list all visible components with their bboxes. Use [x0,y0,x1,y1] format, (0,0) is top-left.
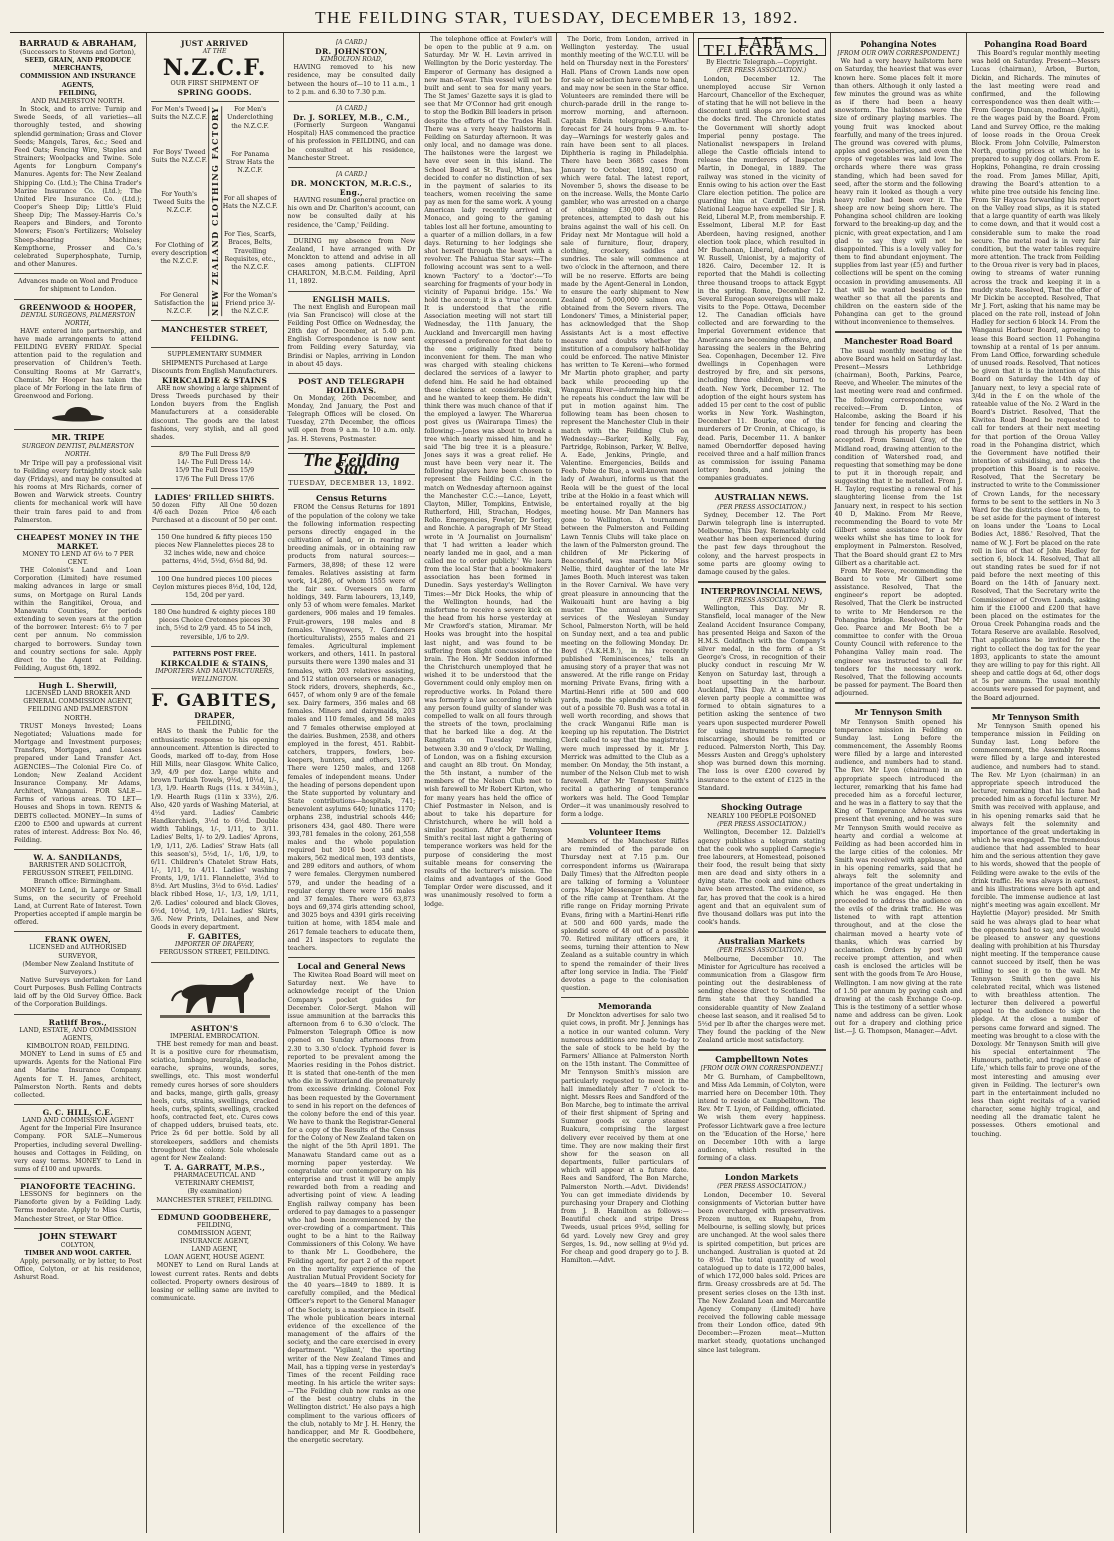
ad-johnston-addr: KIMBOLTON ROAD, [320,56,383,64]
notice-holidays-title: POST AND TELEGRAPH HOLIDAYS. [298,376,405,395]
ad-hill-title: G. C. HILL, C.E. [42,1108,114,1118]
australian-news-heading: AUSTRALIAN NEWS. [714,492,809,503]
notice-mails-body: The next English and European mail (via San Francisco) will close at the Feilding Post Office on Wednesday, the 28th day of December, at 5.40 p.m. English Correspondence is now sent from Feilding every Saturday, via Brindisi or Naples, arriving in London in about 45 days. [287,303,416,368]
ad-nzcf-address: MANCHESTER STREET, FEILDING. [161,325,268,344]
interprovincial-assoc: (PER PRESS ASSOCIATION.) [717,597,807,605]
news-column-5: The Doric, from London, arrived in Wellington yesterday. The usual monthly meeting of the W.C.T.U. will be held on Thursday next in the Foresters' Hall. Plans of Crown Lands now open for sale or selection have come to hand, and may now be seen in the Star office. Volunteers are reminded there will be church-parade drill in the range to-morrow morning, and afternoon. Captain Edwin telegraphs:—Weather forecast for 24 hours from 9 a.m. to-day—Warnings for westerly gales and rain have been sent to all places. Diphtheria is raging in Philadelphia. There have been 3685 cases from January to October, 1892, 1050 of which were fatal. The latest report, November 5, shows the disease to be on the increase. Wells, the Monte Carlo gambler, who was arrested on a charge of obtaining £30,000 by false pretences, attempted to dash out his brains against the wall of his cell. On Friday next Mr Montague will hold a sale of furniture, flour, drapery, clothing, crockery, saddles and sundries. The sale will commence at two o'clock in the afternoon, and there will be no reserve. Efforts are being made by the Agent-General in London, to ensure the early shipment to New Zealand of 5,000,000 salmon ova, obtained from the Severn rivers. The Londoners' Times, a Ministerial paper, has acknowledged that the Shop Assistants Act is a most effective measure and doubts whether the institution of a compulsory half-holiday could be enforced. The native Minister has written to Te Kereni—who formed Mr Martin photo grapher, and party back while proceeding up the Wanganui River—informing him that if he repeats his conduct the law will be put in motion against him. The following team has been chosen to represent the Manchester Club in their match with the Feilding Club on Wednesday:—Barker, Kelly, Fay, Partridge, Robinson, Parker, W. Bellve, A. Eade, Jenkins, Pringle, and Valentine. Emergencies, Beilds and Feeb. Pobe de Rue, a well-known maori lady of Awahuri, informs us that the Reola will be the guest of the local tribe at the Hokio in a feast which will be entertained royally at the big meeting house. Mr Dan Manners has gone to Wellington. A tournament between the Palmerston and Feilding Lawn Tennis Clubs will take place on the lawn of the Palmerston ground. The children of Mr Pickering of Beaconsfield, was married to Miss Nellie, third daughter of the late Mr James Booth. Much interest was taken in the Rover Carnival. We have very great pleasure in announcing that the Waikouaiti hunt are having a big muster. The annual anniversary services of the Wesleyan Sunday School, Palmerston North, will be held on Sunday next, and a tea and public meeting on the following Monday. Dr. Boyd ('A.K.H.B.'), in his recently published 'Reminiscences,' tells an amusing story of a prayer that was not answered. At the rifle range on Friday morning Private Evans, firing with a Martini-Henri rifle at 500 and 600 yards, made the splendid score of 48 out of a possible 70. Bush was a total in well worth recording, and shows that the crack Wanganui Rifle man is keeping up his reputation. The District Clerk called to say that the magistrates were much impressed by it. Mr J. Merrick was admitted to the Club as a member. On Monday, the 5th instant, a number of the Nelson Club met to wish farewell. After Mr Tennyson Smith's recital a gathering of temperance workers was held. The Good Templar Order—it was unanimously resolved to form a lodge. [561,36,689,818]
column-6 [694,33,831,1533]
ad-barraud-line: COMMISSION AND INSURANCE [20,73,136,81]
ad-barraud-line: SEED, GRAIN, AND PRODUCE [24,57,132,65]
local-news-text: The Kiwitea Road Board will meet on Saturday next. We have to acknowledge receipt of the Union Company's pocket guides for December. Color-Sergt. Mahon will issue ammunition at the barracks this afternoon from 6 to 6.30 o'clock. The Palmerston Telegraph Office is now opened on Sunday afternoons from 2.30 to 3.30 o'clock. Typhoid fever is reported to be prevalent among the Maories residing in the Pohos district. It is stated that one-tenth of the men who die in Switzerland die prematurely from excessive drinking. Colonel Fox has been requested by the Government to send in his report on the defences of the colony before the end of this year. We have to thank the Registrar-General for a copy of the Results of the Census for the Colony of New Zealand taken on the night of the 5th April 1891. The Manawatu Standard came out as a morning paper yesterday. We congratulate our contemporary on his enterprise and trust it will be amply rewarded both from a reading and advertising point of view. A leading English railway company has been ordered to pay damages to a passenger who had been inconvenienced by the over-crowding of a compartment. This ought to be a hint to the Railway Commissioners of this Colony. We have to thank Mr L. Goodbehere, the Feilding agent, for part 2 of the report on the mortality experience of the Australian Mutual Provident Society for the 40 years—1849 to 1889. It is carefully compiled, and the Medical Officer's report to the General Manager of the Society, is a masterpiece in itself. The whole publication bears internal evidence of the excellence of the management of the affairs of the society, and the care exercised in every department. 'Vigilant,' the sporting writer of the New Zealand Times and Mail, has a tipping verse in yesterday's Times of the recent Feilding race meeting. In his article the writer says:—'The Feilding club now ranks as one of the best country clubs in the Wellington district.' He also pays a high compliment to the various officers of the club, notably to Mr J. H. Henry, the handicapper, and Mr R. Goodbehere, the energetic secretary. [287,972,416,1445]
ad-goodbehere-line: FEILDING, [196,1221,233,1229]
ad-stewart-line: COLYTON, [60,1241,96,1249]
london-markets-text: London, December 10. Several consignments of Victorian butter have been overcharged with preservatives. Frozen mutton, ex Ruapehu, from Melbourne, is selling slowly, but prices are unchanged. At the wool sales there is spirited competition, but prices are unchanged. Australian is quoted at 2d to 8½d. The total quantity of wool catalogued up to date is 172,000 bales, of which 172,000 bales sold. Prices are firm. Greasy crossbreds are at 5d. The present series closes on the 13th inst. The New Zealand Loan and Mercantile Agency Company (Limited) have received the following cable message from their London office, dated 9th December:—Frozen meat—Mutton market steady, quotations unchanged since last telegram. [697,1191,826,1354]
ad-nzcf-left-item: For Boys' Tweed Suits the N.Z.C.F. [151,148,208,164]
ad-sandilands-line: FERGUSSON STREET, FEILDING. [22,870,134,878]
ad-greenwood-sub: DENTAL SURGEONS, PALMERSTON NORTH, [20,311,135,327]
ad-sorley-title: Dr. J. SORLEY, M.B., C.M., [292,113,410,123]
ad-kirk-frill-title: LADIES' FRILLED SHIRTS. [154,492,275,502]
ad-kirk-frill-price: 50 dozen 4/6 each [152,501,180,517]
ad-owen-title: FRANK OWEN, [44,935,112,945]
ad-sandilands-title: W. A. SANDILANDS, [33,853,123,863]
column-1 [10,33,147,1533]
tennyson-smith-heading: Mr Tennyson Smith [854,707,943,718]
ad-nzcf-first: OUR FIRST SHIPMENT OF [170,80,259,88]
card-label: [A CARD.] [335,39,367,46]
shocking-outrage-heading: Shocking Outrage [721,801,803,812]
ad-cheapest-money [14,530,142,678]
ad-sherwill-line: LICENSED LAND BROKER AND [25,690,131,698]
london-markets-assoc: (PER PRESS ASSOCIATION.) [717,1183,807,1191]
australian-news-assoc: (PER PRESS ASSOCIATION.) [717,503,807,511]
ad-nzcf [151,36,279,348]
column-5 [557,33,694,1533]
australian-markets-heading: Australian Markets [718,936,805,947]
column-3 [284,33,421,1533]
ad-barraud-foot: Advances made on Wool and Produce for shipment to London. [18,278,138,294]
local-news-heading: Local and General News [297,961,406,971]
ad-stewart-body: Apply, personally, or by letter, to Post Office, Colyton, or at his residence, Ashurst Road. [14,1258,142,1282]
ad-garratt-title: T. A. GARRATT, M.P.S., [164,1163,266,1173]
ad-johnston-title: DR. JOHNSTON, [315,47,388,57]
ad-kirk-title: KIRKCALDIE & STAINS [162,375,268,385]
manchester-board-heading: Manchester Road Board [844,336,953,347]
ad-ratliff-line: KIMBOLTON ROAD, FEILDING. [26,1042,130,1050]
australian-news-text: Sydney, December 12. The Port Darwin telegraph line is interrupted. Melbourne, This Day. Remarkably cold weather has been experienced during the past few days throughout the colony, and the harvest prospects in some parts are gloomy owing to damage caused by the gales. [697,511,826,576]
shocking-outrage-text: Wellington, December 12. Dalziell's agency publishes a telegram stating that the cook who supplied Carnegie's free labourers, at Homestead, poisoned their food, the result being that sixty men are dead and sixty others in a dying state. The cook and nine others have been arrested. The evidence, so far, has proved that the cook is a hired agent and that an equivalent sum of five thousand dollars was put into the cook's hands. [697,829,826,927]
ad-johnston [288,36,416,102]
australian-markets-text: Melbourne, December 10. The Minister for Agriculture has received a communication from a Glasgow firm pointing out the desirableness of sending cheese direct to Scotland. The firm state that they handled a considerable quantity of New Zealand cheese last season, and it realised 5d to 5½d per lb after the charges were met. They found the packing of the New Zealand article most satisfactory. [697,955,826,1045]
pohangina-notes-sub: [FROM OUR OWN CORRESPONDENT.] [837,50,960,58]
ad-nzcf-left-item: For Men's Tweed Suits the N.Z.C.F. [151,106,208,122]
pohangina-notes-text: We had a very heavy hailstorm here on Saturday, the heaviest that was ever known here. Some places felt it more than others. Although it only lasted a few minutes the ground was as white as if there had been a heavy snowstorm. The hailstones were the size of ordinary playing marbles. The young fruit was knocked about fearfully, and many of the trees injured. The ground was covered with plums, apples and gooseberries, and even the crops of vegetables was laid low. The orchards where there was grass standing, which had been saved for seed, after the storm and the following heavy rain it looked as though a very heavy roller had been over it. The sheep are now being shorn here. The Pohangina school children are looking forward to the breaking-up day, and the picnic, with great expectation, and I am glad to say they will not be disappointed. This is a lovely valley for them to find abundant enjoyment. The supplies from last year (£5) and further collections will be spent on the coming occasion in providing amusements. All that will be wanted besides is fine weather so that all the parents and children on the eastern side of the Pohangina can get to the ground without inconvenience to themselves. [834,58,963,327]
ad-cheapest-body: THE Colonist's Land and Loan Corporation (Limited) have resumed making advances in large or small sums, on Mortgage on Rural Lands within the Rangitikei, Oroua, and Manawatu Counties, for periods extending to seven years at the option of the borrower. Interest: 6½ to 7 per cent per annum. No commission charged to borrowers. Sunday town and country sections for sale. Apply direct to the Agent at Feilding. Feilding, August 6th, 1892. [14,567,142,672]
ad-piano-title: PIANOFORTE TEACHING. [20,1182,136,1192]
notice-english-mails [288,292,416,374]
ad-gabites-body: HAS to thank the Public for the enthusiastic response to his opening announcement. Attention is directed to Goods, marked off to-day, from Hose Hill Mills, near Glasgow. White Calico, 3/9, 4/9 per doz. Large white and brown Turkish Towels, 9½d, 10½d, 1/-, 1/3, 1/9. Hearth Rugs (11s. x 34½in.), 1/9. Hearth Rugs (11in x 33½), 2/6. Also, 420 yards of Washing Material, at 4½d yard. Ladies' Cambric Handkerchiefs, 3½d to 6½d. Double width Tablings, 1/-, 1/11, to 3/11. Ladies' Belts, 1/- to 2/9. Ladies' Aprons, 1/9, 1/11, 2/6. Ladies' Straw Hats (all this season's), 5½d, 1/-, 1/6, 1/9, to 6/11. Children's Chatelet Straw Hats, 1/-, 1/11, to 4/11. Ladies' washing Fronts, 1/9, 1/11. Flannelette, 3½d to 8½d. Art Muslins, 3½d to 6½d. Ladies' black ribbed Hose, 1/-, 1/3, 1/9, 1/11, 2/6. Ladies' coloured and black Gloves, 6½d, 10½d, 1/9, 1/11. Ladies' Skirts, 3/6. New Prints, Delaines, and New Goods in every department. [150,728,279,932]
ad-greenwood-title: GREENWOOD & HOOPER, [19,302,137,312]
ad-sherwill-line: GENERAL COMMISSION AGENT, [23,698,133,706]
ad-gabites-title: F. GABITES, [151,691,278,712]
memoranda-text: Dr Monckton advertises for salo two quiet cows, in profit. Mr J. Jennings has a notice in our wanted column. Very numerous additions are made to-day to the sale of stock to be held by the Farmers' Alliance at Palmerston North on the 15th instant. The Committee of Mr Tennyson Smith's mission are particularly requested to meet in the hall immediately after 7 o'clock to-night. Messrs Rees and Sandford of the Bon Marche, beg to intimate the arrival of their first shipment of Spring and Summer goods ex cargo steamer Ruakura, comprising the largest delivery ever received by them at one time. They are now making their first show for the season on all departments, fuller particulars of which will appear at a future date. Rees and Sandford, The Bon Marche, Palmerston North.—Advt. Dividends! You can get immediate dividends by purchasing your Drapery and Clothing from J. B. Hamilton as follows:—Beautiful check and stripe Dress Tweeds, usual prices 9½d, selling for 6d yard. Lovely new Grey and grey Serges, 1s. 9d., now selling at 9½d yd. For cheap and good drapery go to J. B. Hamilton.—Advt. [561,1012,689,1264]
ad-nzcf-vertical: NEW ZEALAND CLOTHING FACTORY [208,106,222,316]
paper-banner: The Feilding Star. [288,453,416,475]
ad-gabites2-addr: FERGUSSON STREET, FEILDING. [159,949,270,957]
campbelltown-sub: [FROM OUR OWN CORRESPONDENT.] [700,1065,823,1073]
ad-nzcf-right-item: For all shapes of Hats the N.Z.C.F. [222,195,278,211]
ad-ratliff-line: LAND, ESTATE, AND COMMISSION AGENTS, [19,1026,137,1042]
ad-stewart [14,1229,142,1287]
ad-greenwood-body: HAVE entered into partnership, and have made arrangements to attend FEILDING EVERY FRIDAY. Special attention paid to the regulation and preservation of Children's Teeth. Consulting Rooms at Mr Garratt's, Chemist. Mr Hooper has taken the place of Mr Forlong in the late firm of Greenwood and Forlong. [14,327,142,401]
top-hat-illustration [48,404,108,422]
ad-owen-line: (Member New Zealand Institute of Surveyors.) [22,960,134,976]
census-heading: Census Returns [316,493,387,504]
ad-hill-body: Agent for the Imperial Fire Insurance Company. FOR SALE—Numerous Properties, including several Dwelling-houses and Cottages in Feilding, on very easy terms. MONEY to Lend in sums of £100 and upwards. [14,1125,142,1173]
shocking-outrage-assoc: (PER PRESS ASSOCIATION.) [717,821,807,829]
ad-kirk-summer: SUPPLEMENTARY SUMMER SHIPMENTS Purchased at Large Discounts from English Manufacturers. [151,351,278,375]
ad-greenwood [14,300,142,431]
ad-nzcf-right-item: For the Woman's Friend price 3/- the N.Z.C.F. [223,291,277,316]
tennyson-smith-2-text: Mr Tennyson Smith opened his temperance mission in Feilding on Sunday last. Long before the commencement, the Assembly Rooms were filled by a large and interested audience, and numbers had to stand. The Rev. Mr Lyon (chairman) in an appropriate speech introduced the lecturer, remarking that his fame had preceded him as a forceful lecturer. Mr Smith was received with applause, and in his opening remarks said that he always felt the solemnity and importance of the great undertaking in which he was engaged. The tremendous audience that had assembled to hear him and the serious attention they gave to his words, showed that the people of Feilding were awake to the evils of the drink traffic. He was always in earnest, and his illustrations were both apt and forcible. The immense audience at last night's meeting was again excellent. Mr Haylettie (Mayor) presided. Mr Smith said he was always glad to hear what the opponents had to say, and he would be pleased to answer any questions dealing with prohibition at his Thursday night meeting. If the temperance cause cannot succeed by itself, then he was willing to see it go to the wall. Mr Tennyson Smith then gave his celebrated recital, which was listened to with breathless attention. The lecturer then delivered a powerful appeal to the audience to sign the pledge. At the close a number of persons came forward and signed. The meeting was brought to a close with the Doxology. Mr Tennyson Smith will give his special entertainment 'The Humours, pathetic, and tragic phase of Life,' which tells fair to prove one of the most interesting and amusing ever given in Feilding. The lecturer's own part in the entertainment included no less than eight recitals of a varied character, some highly tragical, and needing all the dramatic talent he possesses. Others emotional and touching. [971,722,1100,1138]
ad-ratliff-title: Ratliff Bros., [48,1017,108,1027]
ad-hill [14,1105,142,1179]
ad-nzcf-spring: SPRING GOODS. [177,88,252,98]
london-markets-heading: London Markets [724,1172,799,1183]
ad-sandilands-line: BARRISTER AND SOLICITOR, [29,862,127,870]
ad-barraud-line: FEILDING, [58,89,97,97]
ad-goodbehere [151,1210,279,1308]
paper-dateline: TUESDAY, DECEMBER 13, 1892. [288,479,416,490]
campbelltown-heading: Campbelltown Notes [715,1054,809,1065]
ad-kirk-frill-price: All One Price [219,501,243,517]
interprovincial-heading: INTERPROVINCIAL NEWS, [700,586,823,596]
ad-ashton-body: THE best remedy for man and beast. It is a positive cure for rheumatism, sciatica, lumbago, neuralgia, headache, earache, sprains, wounds, sores, swellings, etc. This most wonderful remedy cures horses of sore shoulders and backs, mange, girth galls, greasy heels, cuts, strains, swellings, cracked heels, curbs, splints, swellings, cracked hoofs, contracted feet, etc. Cures cows of chapped udders, bruised teats, etc. Price 2s 6d per bottle. Sold by all storekeepers, saddlers and chemists throughout the colony. Sole wholesale agent for New Zealand: [150,1040,279,1162]
ad-monckton-body: HAVING resumed general practice on his own and Dr. Charlton's account, can now be consulted daily at his residence, the 'Camp,' Feilding. [287,197,416,229]
ad-kirk-ceylon: 100 One hundred pieces 100 pieces Ceylon mixtures pieces 8½d, 10d, 12d, 15d, 20d per yard. [152,575,277,599]
late-telegrams-assoc: (PER PRESS ASSOCIATION.) [717,67,807,75]
ad-goodbehere-title: EDMUND GOODBEHERE, [157,1212,272,1222]
ad-kirk-frill-price: Fifty Dozen [188,501,208,517]
ad-goodbehere-line: LOAN AGENT, HOUSE AGENT. [164,1254,265,1262]
ad-kirk2-sub: IMPORTERS AND MANUFACTURERS, WELLINGTON. [155,667,274,684]
ad-nzcf-right-item: For Ties, Scarfs, Braces, Belts, Travelling Requisites, etc., the N.Z.C.F. [224,231,277,271]
ad-barraud-body: In Stock, and to arrive: Turnip and Swede Seeds, of all varieties—all thoroughly tested, and showing splendid germination; Grass and Clover Seeds; Mangels, Tares, &c.; Seed and Feed Oats; Fencing Wire, Staples and Strainers; Woolpacks and Twine. Sole Agents for Longburn Company's Manures. Agents for: The New Zealand Shipping Co. (Ltd.); The China Trader's Marine Insurance Co. (Ltd.); The United Fire Insurance Co. (Ltd.); Cooper's Sheep Dip; Little's Fluid Sheep Dip; The Massey-Harris Co.'s Reapers and Binders, and Toronto Mowers; Fison's Fertilizers; Wolseley Sheep-shearing Machines; Kempthorne, Prosser and Co.'s celebrated Superphosphate, Turnip, and other Manures. [14,106,142,269]
tennyson-smith-2-heading: Mr Tennyson Smith [991,711,1080,722]
ad-sherwill-line: FEILDING AND PALMERSTON NORTH. [27,706,128,722]
ad-garratt-line: (By examination) [187,1188,242,1196]
ad-sorley-body: (Formerly Surgeon Wanganui Hospital) HAS commenced the practice of his profession in FEILDING, and can be consulted at his residence, Manchester Street. [287,122,416,162]
volunteer-heading: Volunteer Items [588,827,661,837]
ad-kirk-body: ARE now showing a large shipment of Dress Tweeds purchased by their London buyers from the English Manufacturers at a considerable discount. The goods are the latest fashions, very stylish, and all good shades. [150,384,279,441]
ad-owen-body: Native Surveys undertaken for Land Court Purposes. Bush Felling Contracts laid off by the Old Survey Office. Back of the Corporation Buildings. [14,977,142,1009]
ad-kirk-frill-prices [151,502,279,517]
ad-gabites2-sub: IMPORTER OF DRAPERY, [175,941,255,949]
ad-monckton [288,168,416,235]
ad-kirk-frill-foot: Purchased at a discount of 50 per cent. [151,516,278,524]
ad-ashton-title: ASHTON'S [190,1023,239,1033]
ad-sherwill-body: TRUST Moneys Invested; Loans Negotiated; Valuations made for Mortgage and Investment purposes; Transfers, Mortgages, and Leases prepared under Land Transfer Act. AGENCIES—The Colonial Fire Co. of London; New Zealand Accident Insurance Company. Mr Adams, Architect, Wanganui. FOR SALE—Farms of various areas. TO LET—Houses and Shops in town. RENTS & DEBTS collected. MONEY—In sums of £200 to £500 and upwards at current rates of interest. Address: Box No. 46, Feilding. [14,722,142,844]
ad-nzcf-left-item: For Youth's Tweed Suits the N.Z.C.F. [153,191,205,215]
ad-sandilands-line: Branch office: Birmingham. [33,878,122,886]
interprovincial-text: Wellington, This Day. Mr R. Stansfield, local manager of the New Zealand Accident Insurance Company, has presented Heiga and Saxon of the H.M.S. Goldfinch with the Company's silver medal, in the form of a St George's Cross, in recognition of their plucky conduct in rescuing Mr W. Kenyon on Saturday last, through a boat upsetting in the harbour. Auckland, This Day. At a meeting of eleven party people a committee was formed to obtain signatures to a petition asking the sentence of two years upon suspected murderer Powell for using instruments to procure miscarriage, should be remitted or reduced. Palmerston North, This Day. Messrs Austen and Gregg's upholstery shop was burned down this morning. The loss is over £200 covered by insurance to the extent of £125 in the Standard. [697,605,826,792]
late-telegrams-heading: LATE TELEGRAMS. [698,38,826,56]
ad-stewart-title: JOHN STEWART [38,1231,117,1242]
ad-barraud-line: (Successors to Stevens and Gorton), [19,49,136,56]
ad-nzcf-left-item: For Clothing of every description the N.Z.C.F. [151,241,207,265]
column-8 [967,33,1104,1533]
ad-stewart-line: TIMBER AND WOOL CARTER. [24,1249,132,1257]
australian-markets-assoc: (PER PRESS ASSOCIATION.) [717,947,807,955]
ad-kirk2-title: KIRKCALDIE & STAINS, [160,658,269,668]
ad-cheapest-title: CHEAPEST MONEY IN THE MARKET. [16,532,140,551]
ad-kirk-patterns: PATTERNS POST FREE. [172,650,257,658]
pohangina-board-text: This Board's regular monthly meeting was held on Saturday. Present—Messrs Lucas (chairman), Arbon, Burton, Dickin, and Richards. The minutes of the last meeting were read and confirmed, and the following correspondence was then dealt with:—From George Duncan, roadman (Apiti), re the wages paid by the Board. From Land and Survey Office, re the making of loose roads in the Oroua Creek Block. From John Colville, Palmerston North, quoting prices at which he is prepared to supply dog collars. From E. Hopkins, Pohangina, re drain crossing the road. From James Millar, Apiti, drawing the Board's attention to a white pine tree outside his fencing line. From Sir Haycas forwarding his report on the Valley road slips, as it is stated that a large quantity of earth was likely to come down, and that it would cost a considerable sum to make the road secure. The metal road is in very fair condition, but the water tables require more attention. The track from Feilding to the Oroua river is very bad in places, owing to streams of water running across the track and keeping it in a muddy state. Resolved, That the offer of Mr Dickin be accepted. Resolved, That Mr J. Fort, asking that his name may be placed on the rate roll, instead of John Hadley for section 6 block 14. From the Wanganui Harbour Board, agreeing to lease this Board section 11 Pohangina township at a rental of 1s per annum. From Land Office, forwarding schedule of unused roads. Resolved, That notices be given that it is the intention of this Board on Saturday the 14th day of January next, to levy a special rate of 3/4d in the £ on the whole of the rateable value of the No. 2 Ward in the Board's District. Resolved, That the Kiwitea Road Board be requested to call for tenders at their next meeting for that portion of the Oroua Valley road in the Pohangina district, which the Government have notified their intention of subsidising, and asks the proportion this Board is to receive. Resolved, That the Secretary be instructed to write to the Commissioner of Crown Lands, for the necessary forms to be sent to the settlers in No 3 Ward for the districts close to them, to be set aside for the payment of interest on loans under the 'Loans to Local Bodies Act, 1886.' Resolved, That the name of W. J. Fort be placed on the rate roll in lieu of that of John Hadley for section 6, block 14. Resolved, That all out standing rates be sued for if not paid before the next meeting of this Board on the 14th of January next. Resolved, That the Secretary write the Commissioner of Crown Lands, asking him if the £1000 and £200 that have been placed on the estimates for the Oroua Creek Pohangina roads and the Totara Reserve are available. Resolved, That applications be invited for the right to collect the dog tax for the year 1893, applicants to state the amount they are willing to pay for this right. All sheep and cattle dogs at 6d, other dogs at 5s per annum. The usual monthly accounts were passed for payment, and the Board adjourned. [971,50,1100,702]
late-telegrams-sub: By Electric Telegraph.—Copyright. [705,59,818,67]
ad-barraud [14,36,142,300]
ad-barraud-line: AGENTS, [61,81,94,89]
ad-ashton [151,963,279,1210]
ad-sherwill-title: Hugh L. Sherwill, [38,681,118,691]
ad-tripe-title: MR. TRIPE [51,433,105,444]
ad-gabites [151,689,279,962]
local-news-continued: The telephone office at Fowler's will be open to the public at 9 a.m. on Saturday. Mr W. H. Levin arrived in Wellington by the Doric yesterday. The Emperor of Germany has designed a new man-of-war. This vessel will not be built and sent to sea for many years. The St James' Gazette says it is glad to see that Mr O'Connor had grit enough to stop the Bodkin Bill leaders in prison despite the efforts of the Trades Hall. There was a very heavy hailstorm in Feilding on Saturday afternoon. It was only local, and no damage was done. The hailstones were the largest we have ever seen in this island. The School Board at St. Paul, Minn., has decided to confer no distinction of sex in the payment of salaries to its teachers, women receiving the same pay as men for the same work. A young American lady recently arrived at Monaco, and going to the gaming tables lost all her fortune, amounting to a quarter of a million dollars, in a few days. Returning to her lodgings she shot herself through the heart with a revolver. The Pahiatua Star says:—The following account was sent to a well-known 'Factory' to a 'doctor':—'To searching for fragments of your body in vicinity of Papanui bridge. 15s.' We hold the account; it is a 'true' account. It is understood that the rifle Association meeting will not start till Wednesday, the 11th January, the Auckland and Invercargill men having expressed a preference for that date to the one originally fixed being inconvenient for them. The man who was charged with stealing chickens declared the services of a lawyer to defend him. He said he had obtained these chickens at considerable risk, and he wanted to keep them. He didn't think there was much chance of that if the employed a lawyer. The Wharerua post gives us (Wairarapa Times) the following:—Jones was about to break a tree which nearly missed him, and he said 'The big tree it is a pleasure.' Jones says it was a great relief. He must have been very near it. The following players have been chosen to represent the Feilding C.C. in the match on Wednesday afternoon against the Manchester C.C.:—Lance, Leyett, Clayton, Miller, Tompkins, Entwisle, Rutherford, Hill, Strachan, Hodges, Rollo. Emergencies, Fowler, Dr Sorley, and Ronchie. A paragraph of Mr Stead wrote in 'A Journalist on Journalism' that 'I had written a leader which nearly landed me in gaol, and a man called me to order publicly.' We learn from the local Star that a bookmakers' association has been formed in Dunedin. Says yesterday's Wellington Times:—Mr Dick Hooks, the whip of the Wellington hounds, had the misfortune to receive a severe kick on the head from his horse yesterday at Mr Crawford's station, Miramar. Mr Hooks was brought into the hospital last night, and was found to be suffering from slight concussion of the brain. The Hon. Mr Seddon informed the Christchurch unemployed that he wished it to be understood that the Government could only employ men on reproductive works. In Poland there was formerly a law according to which any person found guilty of slander was compelled to walk on all fours through the streets of the town, proclaiming that he barked like a dog. At the Rangitata on Tuesday morning, between 3.30 and 9 o'clock, Dr Walling, of London, was on a fishing excursion and caught an 8lb trout. On Monday, the 5th instant, a number of the members of the Nelson Club met to wish farewell to Mr Robert Kirton, who for many years has held the office of Chief Postmaster in Nelson, and is about to take his departure for Christchurch, where he will hold a similar position. After Mr Tennyson Smith's recital last night a gathering of temperance workers was held for the purpose of considering the most suitable means for conserving the results of the lecturer's mission. The claims and advantages of the Good Templar Order were discussed, and it was unanimously resolved to form a lodge. [424,36,552,908]
ad-nzcf-just: JUST ARRIVED [181,39,249,48]
ad-nzcf-grid [151,106,279,316]
ad-nzcf-right-item: For Men's Underclothing the N.Z.C.F. [227,106,274,130]
ad-kirk-dress-row: 17/6 The Full Dress 17/6 [175,475,255,483]
column-4 [420,33,557,1533]
ad-kirk-frill-price: 50 dozen 4/6 each [249,501,278,517]
ad-cheapest-sub: MONEY TO LEND AT 6½ to 7 PER CENT. [22,550,134,566]
ad-sorley [288,102,416,168]
ad-ratliff-body: MONEY to Lend in sums of £5 and upwards. Agents for the National Fire and Marine Insurance Company. Agents for T. H. James, architect, Palmerston North. Rents and debts collected. [14,1051,142,1099]
ad-garratt-line: PHARMACEUTICAL AND VETERINARY CHEMIST, [173,1172,256,1188]
column-2 [147,33,284,1533]
ad-owen-line: SURVEYOR, [58,952,98,960]
ad-kirk-flannel: 150 One hundred & fifty pieces 150 pieces New Flannelettes pieces 28 to 32 inches wide, new and choice patterns, 4½d, 5½d, 6½d 8d, 9d. [155,534,275,566]
ad-tripe-body: Mr Tripe will pay a professional visit to Feilding every fortnightly stock sale day (Fridays), and may be consulted at his rooms at Mrs Richards, corner of Bowen and Warwick streets. Country clients for mechanical work will have their train fares paid to and from Palmerston. [14,459,142,524]
ad-kirk-dress-row: 8/9 The Full Dress 8/9 [179,451,251,459]
ad-gabites-sub: DRAPER, [194,711,236,721]
ad-monckton-title: DR. MONCKTON, M.R.C.S., Eng., [290,179,413,198]
ad-barraud-title: BARRAUD & ABRAHAM, [19,39,137,49]
ad-goodbehere-line: COMMISSION AGENT, [177,1229,252,1237]
late-telegrams-text: London, December 12. The unemployed accuse Sir Vernon Harcourt, Chancellor of the Exchequer, of stating that he will not believe in the discontent until shops are looted and the docks fired. The Chronicle states the Government will shortly adopt Imperial penny postage. The Nationalist newspapers in Ireland allege the Castle officials intend to release the murderers of Inspector Martin, in Donegal, in 1889. The railway was stoned in the vicinity of Ennis owing to his action over the East Clare election petition. The police are guarding him at Cardiff. The Irish National League have expelled Sir J. R. Reid, Liberal M.P., from membership. F. Esselmont, Liberal M.P. for East Aberdeen, having resigned, another election took place, which resulted in Mr Buchanan, Liberal, defeating Col. W. Russell, Unionist, by a majority of 1826. Cairo, December 12. It is reported that the Mahdi is collecting three thousand troops to attack Egypt in the spring. Rome, December 12. Several European sovereigns will make visits to the Pope. Ottawa, December 12. The Canadian officials have collected and are forwarding to the Imperial Government evidence that Americans are becoming offensive, and harassing the sealers in the Behring Sea. Copenhagen, December 12. Five dwellings in Copenhagen were destroyed by fire, and six persons, including three children, burned to death. New York, December 12. The adoption of the eight hours system has added 15 per cent to the cost of public works in New York. Washington, December 11. Bourke, one of the murderers of Dr Cronin, at Chicago, is dead. Paris, December 11. A banker named Oberndorffer deposed having received three and a half million francs as commission for issuing Panama lottery bonds, and joining the companies graduates. [697,75,826,483]
ad-kirk-dress-row: 14/- The Full Dress 14/- [177,459,253,467]
ad-sandilands-body: MONEY to Lend, in Large or Small Sums, on the security of Freehold Land, at Current Rate of Interest. Town Properties accepted if ample margin be offered. [14,886,142,927]
ad-kirk-cretonne: 180 One hundred & eighty pieces 180 pieces Choice Cretonnes pieces 30 inch, 5½d to 2/9 yard. 45 to 54 inch, reversible, 1/6 to 2/9. [153,609,276,641]
ad-johnston-body: HAVING removed to his new residence, may be consulted daily between the hours of—10 to 11 a.m., 1 to 2 p.m. and 6.30 to 7.30 p.m. [287,64,416,96]
ad-gabites2-title: F. GABITES, [187,932,242,942]
notice-mails-title: ENGLISH MAILS. [312,294,391,304]
ad-barraud-line: MERCHANTS, [52,65,103,73]
horse-illustration [160,969,270,1021]
ad-charlton-body: DURING my absence from New Zealand, I have arranged with Dr Monckton to attend and advise in all cases among patients. CLIFTON CHARLTON, M.B.C.M. Feilding, April 11, 1892. [287,237,416,286]
notice-holidays [288,374,416,449]
manchester-board-text: The usual monthly meeting of the above Board was held on Saturday last. Present—Messrs Lethbridge (chairman), Booth, Parkins, Pearce, Reeve, and Wheeler. The minutes of the last meeting were read and confirmed. The following correspondence was received:—From D. Linton, of Halcombe, asking the Board if his tender for fencing and clearing the road through his property has been accepted. From Samuel Gray, of the Midland road, drawing attention to the condition of Watershed road, and requesting that something may be done to put it in thorough repair, and suggesting that it be metalled. From J. H. Taylor, requesting a renewal of his slaughtering license from the 1st January next, in respect to his section 40 D, Makino. From Mr Reeve, recommending the Board to vote Mr Gilbert some assistance for a few weeks whilst she has time to look for employment in Palmerston. Resolved, That the Board should grant £2 to Mrs Gilbert as a charitable act. [834,347,963,567]
ad-pianoforte [14,1179,142,1229]
ad-nzcf-title: N.Z.C.F. [162,55,267,82]
card-label: [A CARD.] [335,104,367,112]
ad-owen-line: LICENSED and AUTHORISED [29,944,127,952]
ad-owen [14,932,142,1014]
ad-piano-body: LESSONS for beginners on the Pianoforte given by a Feilding Lady. Terms moderate. Apply to Miss Curtis, Manchester Street, or Star Office. [14,1191,142,1223]
ad-nzcf-at: AT THE [202,48,227,55]
ad-goodbehere-body: MONEY to Lend on Rural Lands at lowest current rates. Rents and debts collected. Property owners desirous of leasing or selling same are invited to communicate. [150,1262,279,1303]
ad-ratliff [14,1015,142,1105]
memoranda-heading: Memoranda [598,1001,652,1012]
ad-sherwill [14,678,142,850]
ad-nzcf-right-item: For Panama Straw Hats the N.Z.C.F. [225,150,275,174]
ad-gabites-town: FEILDING, [196,720,233,728]
ad-goodbehere-line: INSURANCE AGENT, [180,1238,250,1245]
ad-kirkcaldie [151,348,279,689]
manchester-board-text-2: From Mr Reeve, recommending the Board to vote Mr Gilbert some assistance. Resolved, That the engineer's report be adopted. Resolved, That the Clerk be instructed to write to Mr Henderson re the Pohangina bridge. Resolved, That Mr Geo. Pearce and Mr Booth be a committee to confer with the Oroua County Council with reference to the Pohangina Valley main road. The engineer was instructed to call for tenders for the necessary work. Resolved, That the following accounts be passed for payment. The Board then adjourned. [834,567,963,698]
ad-kirk-dress-row: 15/9 The Full Dress 15/9 [175,467,255,475]
ad-tripe [14,430,142,530]
ad-hill-sub: LAND AND COMMISSION AGENT [22,1117,134,1125]
ad-nzcf-left-item: For General Satisfaction the N.Z.C.F. [154,292,205,316]
columns [10,33,1104,1533]
ad-barraud-line: AND PALMERSTON NORTH. [31,97,125,105]
campbelltown-text: Mr G. Burnham, of Campbelltown, and Miss Ada Lemmin, of Colyton, were married here on December 10th. They intend to reside at Campbelltown. The Rev. Mr T. Lyon, of Feilding, officiated. We wish them every happiness. Professor Lichtwark gave a free lecture on the 'Education of the Horse,' here on December 10th with a large audience, which resulted in the forming of a class. [697,1073,826,1163]
volunteer-text: Members of the Manchester Rifles are reminded of the parade on Thursday next at 7.15 p.m. Our correspondent informs us (Wairarapa Daily Times) that the Alfredton people are talking of forming a Volunteer corps. Major Messenger takes charge of the rifle camp at Trentham. At the rifle range on Friday morning Private Evans, firing with a Martini-Henri rifle at 500 and 600 yards, made the splendid score of 48 out of a possible 70. Retired military officers are, it seems, turning their attention to New Zealand as a suitable country in which to spend the remainder of their lives after long service in India. The 'Field' devotes a page to the colonisation question. [561,838,689,992]
card-label: [A CARD.] [335,170,367,178]
ad-ashton-sub: IMPERIAL EMBROCATION. [169,1032,260,1040]
ad-garratt-line: MANCHESTER STREET, FEILDING. [156,1196,273,1204]
shocking-outrage-sub: NEARLY 100 PEOPLE POISONED [707,813,817,821]
notice-holidays-body: On Monday, 26th December, and Monday, 2nd January, the Post and Telegraph Offices will be closed. On Tuesday, 27th December, the offices will open from 9 a.m. to 10 a.m. only. Jas. H. Stevens, Postmaster. [287,394,416,443]
ad-goodbehere-line: LAND AGENT, [191,1246,238,1254]
masthead: THE FEILDING STAR, TUESDAY, DECEMBER 13, 1892. [10,8,1104,33]
ad-charlton [288,235,416,292]
pohangina-notes-heading: Pohangina Notes [860,39,937,49]
pohangina-board-heading: Pohangina Road Board [984,39,1088,49]
ad-sandilands [14,850,142,932]
ad-tripe-sub: SURGEON DENTIST, PALMERSTON NORTH. [21,443,134,459]
column-7 [831,33,968,1533]
census-text: FROM the Census Returns for 1891 of the population of the colony we take the following information respecting persons directly engaged in the cultivation of land, or in rearing or breeding animals, or in obtaining raw products from natural sources:—Farmers, 38,898; of these 12 were females. Relatives assisting at farm work, 14,286, of whom 1555 were of the fair sex. Overseers on farm holdings, 349. Farm labourers, 13,149, only 53 of whom were females. Market gardeners, 906 males and 19 females. Fruit-growers, 198 males and 8 females. Vinegrowers, 7. Gardeners (horticulturalists), 2555 males and 21 females. Agricultural implement workers, and others, 1411. In pastoral pursuits there were 1390 males and 31 females, with 203 relatives assisting, and 512 station overseers or managers. Stock riders, drovers, shepherds, &c., 6457, of whom only 9 are of the female sex. Dairy farmers, 356 males and 68 females. Miners and dairymaids, 203 males and 110 females, and 58 males and 7 females otherwise employed at the dairies. Bushmen, 2538, and others employed in the forest, 451. Rabbit-catchers, trappers, fowlers, bee-keepers, hunters, and others, 1307. There were 1250 males, and 1268 females of independent means. Under the heading of persons dependent upon the State supported by voluntary and State contributions—hospitals, 741; benevolent asylums 640; lunatics 1170; orphans 238, industrial schools 446; prisoners 434, gaol 480. There were 393,781 females in the colony, 261,558 males and the whole population required but 3016 boot and shoe makers, 562 medical men, 193 dentists, and 289 editors and authors, of whom 7 were females. Clergymen numbered 579, and under the heading of a regular clergy there were 156 males and 37 females. There were 63,873 boys and 69,374 girls attending school, and 3025 boys and 4391 girls receiving tuition at home, with 1854 male and 2617 female teachers to educate them, and 21 inspectors to regulate the teachers. [287,504,416,952]
tennyson-smith-text: Mr Tennyson Smith opened his temperance mission in Feilding on Sunday last. Long before the commencement, the Assembly Rooms were filled by a large and interested audience, and numbers had to stand. The Rev. Mr Lyon (chairman) in an appropriate speech introduced the lecturer, remarking that his fame had preceded him as a forceful lecturer, and he was in a flattery to say that the King of Temperance Advocates was present that evening, and he was sure Mr Tennyson Smith would receive as hearty and cordial a welcome at Feilding as had been accorded him in the large cities of the colonies. Mr Smith was received with applause, and in his opening remarks, said that he always felt the solemnity and importance of the great undertaking in which he was engaged. He then proceeded to address the audience on the evils of the drink traffic. He was listened to with rapt attention throughout, and at the close the chairman moved a hearty vote of thanks, which was carried by acclamation. Orders by post will receive prompt attention, and when cash is enclosed the articles will be sent with the goods from Te Aro House, Wellington. I am now giving at the rate of 1.50 per annum by paying cash and drawing at the cash Exchange Co-op. This is the testimony of a settler whose name and address can be given. Look out for a drapery and clothing price list.—J. G. Thompson, Manager.—Advt. [834,718,963,1036]
